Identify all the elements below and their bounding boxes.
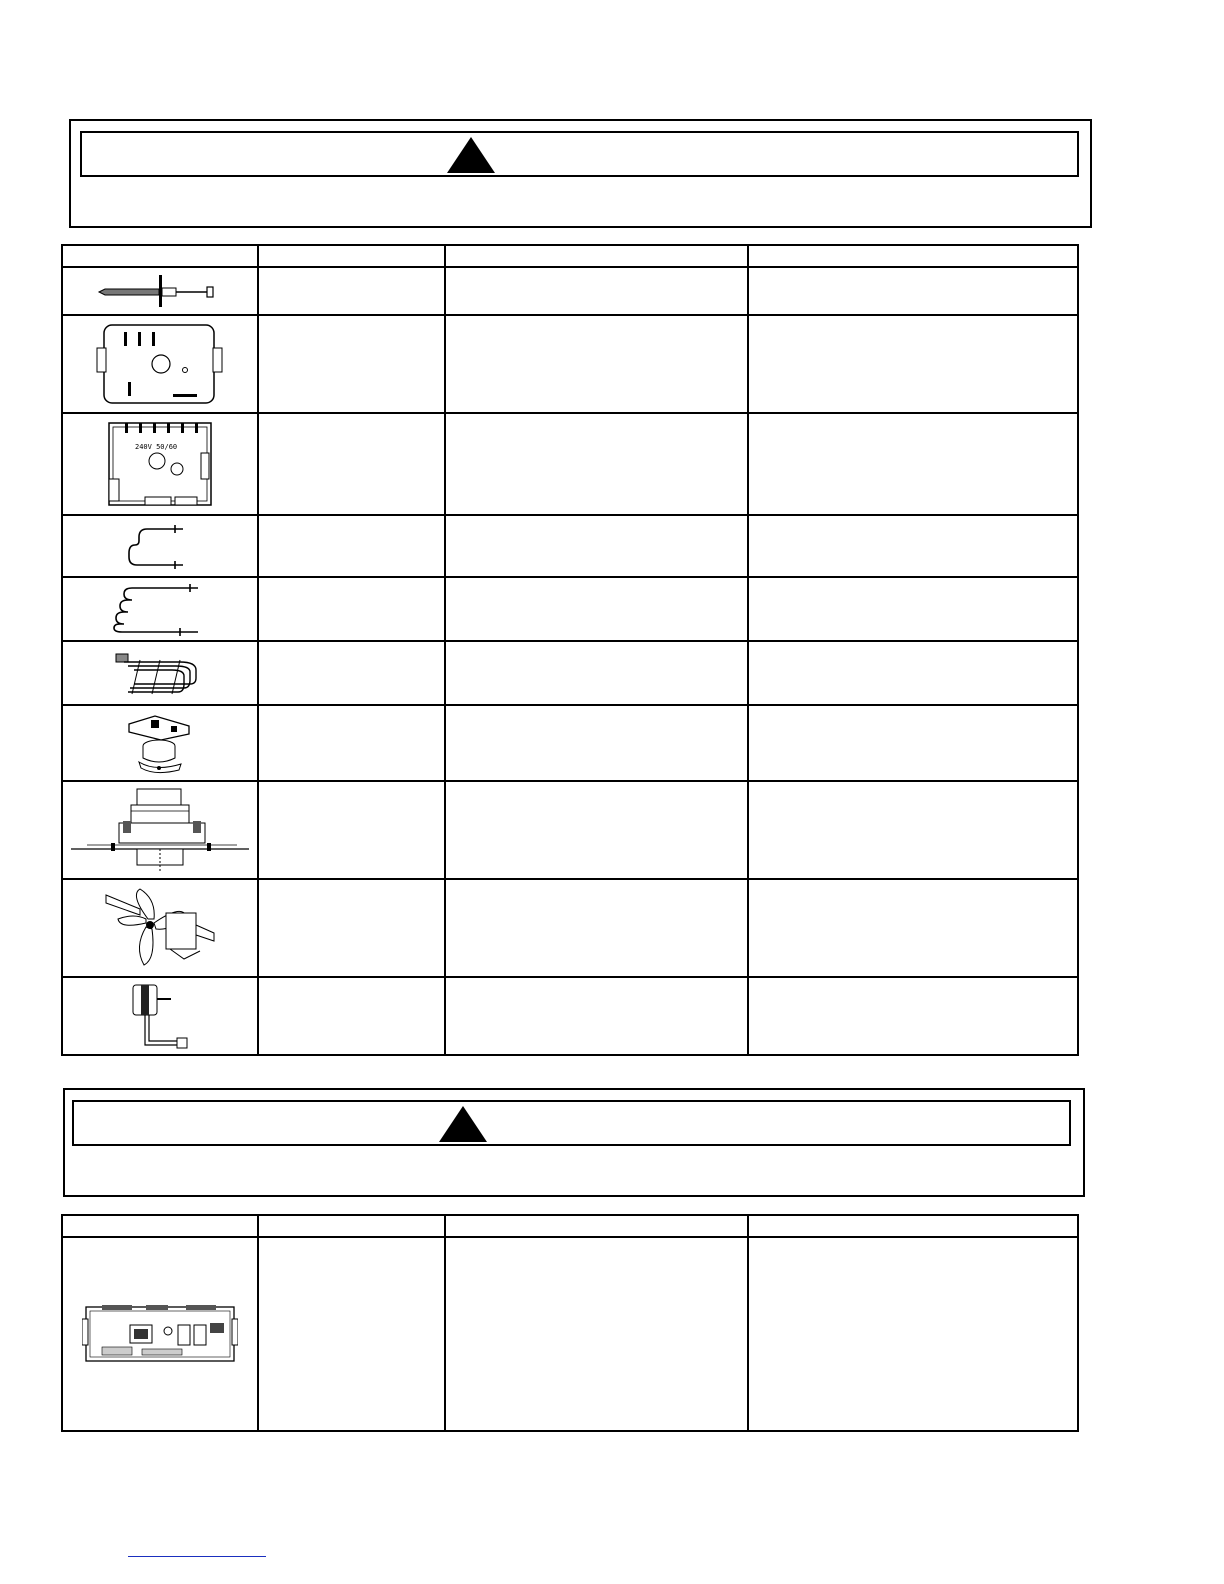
description-cell <box>445 315 748 413</box>
components-table <box>61 244 1079 1056</box>
test-cell <box>748 977 1078 1055</box>
description-cell <box>445 641 748 705</box>
igniter-probe-icon <box>95 273 225 309</box>
control-board-icon <box>82 1303 238 1365</box>
thermal-limiter-icon <box>125 710 195 776</box>
test-cell <box>748 705 1078 781</box>
illustration-cell <box>62 1237 258 1431</box>
table-row <box>62 977 1078 1055</box>
component-cell <box>258 267 445 315</box>
component-cell <box>258 315 445 413</box>
table-header-row <box>62 1215 1078 1237</box>
relay-board-icon <box>105 419 215 509</box>
warning-header-2 <box>72 1100 1071 1146</box>
description-cell <box>445 413 748 515</box>
header-test-procedure <box>748 245 1078 267</box>
bake-element-icon <box>125 521 195 571</box>
illustration-cell <box>62 977 258 1055</box>
component-cell <box>258 879 445 977</box>
test-cell <box>748 515 1078 577</box>
table-row <box>62 781 1078 879</box>
board-label: 240V 50/60 <box>135 443 178 451</box>
description-cell <box>445 515 748 577</box>
test-cell <box>748 1237 1078 1431</box>
header-illustration <box>62 245 258 267</box>
component-cell <box>258 515 445 577</box>
component-cell <box>258 1237 445 1431</box>
illustration-cell <box>62 577 258 641</box>
blower-motor-assembly-icon <box>67 785 253 875</box>
component-cell <box>258 977 445 1055</box>
test-cell <box>748 267 1078 315</box>
header-component <box>258 245 445 267</box>
illustration-cell <box>62 267 258 315</box>
warning-triangle-icon <box>447 137 495 173</box>
illustration-cell <box>62 705 258 781</box>
header-description <box>445 245 748 267</box>
table-row <box>62 879 1078 977</box>
component-cell <box>258 413 445 515</box>
illustration-cell <box>62 413 258 515</box>
table-row <box>62 641 1078 705</box>
illustration-cell <box>62 515 258 577</box>
description-cell <box>445 977 748 1055</box>
table-row <box>62 577 1078 641</box>
description-cell <box>445 879 748 977</box>
illustration-cell <box>62 879 258 977</box>
header-test-procedure <box>748 1215 1078 1237</box>
illustration-cell <box>62 781 258 879</box>
component-cell <box>258 641 445 705</box>
test-cell <box>748 315 1078 413</box>
description-cell <box>445 267 748 315</box>
control-board-table <box>61 1214 1079 1432</box>
illustration-cell <box>62 641 258 705</box>
test-cell <box>748 641 1078 705</box>
description-cell <box>445 781 748 879</box>
component-cell <box>258 577 445 641</box>
header-illustration <box>62 1215 258 1237</box>
broil-element-icon <box>110 582 210 636</box>
table-row <box>62 705 1078 781</box>
header-component <box>258 1215 445 1237</box>
footer-link-underline[interactable] <box>128 1556 266 1557</box>
thermostat-plate-icon <box>95 322 225 406</box>
test-cell <box>748 577 1078 641</box>
table-header-row <box>62 245 1078 267</box>
convection-element-icon <box>110 648 210 698</box>
table-row <box>62 515 1078 577</box>
illustration-cell <box>62 315 258 413</box>
test-cell <box>748 781 1078 879</box>
door-lock-motor-icon <box>125 981 195 1051</box>
table-row <box>62 413 1078 515</box>
warning-box-1 <box>69 119 1092 228</box>
description-cell <box>445 577 748 641</box>
warning-triangle-icon <box>439 1106 487 1142</box>
test-cell <box>748 879 1078 977</box>
warning-header-1 <box>80 131 1079 177</box>
table-row <box>62 267 1078 315</box>
component-cell <box>258 781 445 879</box>
warning-box-2 <box>63 1088 1085 1197</box>
table-row <box>62 1237 1078 1431</box>
header-description <box>445 1215 748 1237</box>
test-cell <box>748 413 1078 515</box>
fan-motor-icon <box>100 885 220 971</box>
table-row <box>62 315 1078 413</box>
description-cell <box>445 1237 748 1431</box>
component-cell <box>258 705 445 781</box>
description-cell <box>445 705 748 781</box>
